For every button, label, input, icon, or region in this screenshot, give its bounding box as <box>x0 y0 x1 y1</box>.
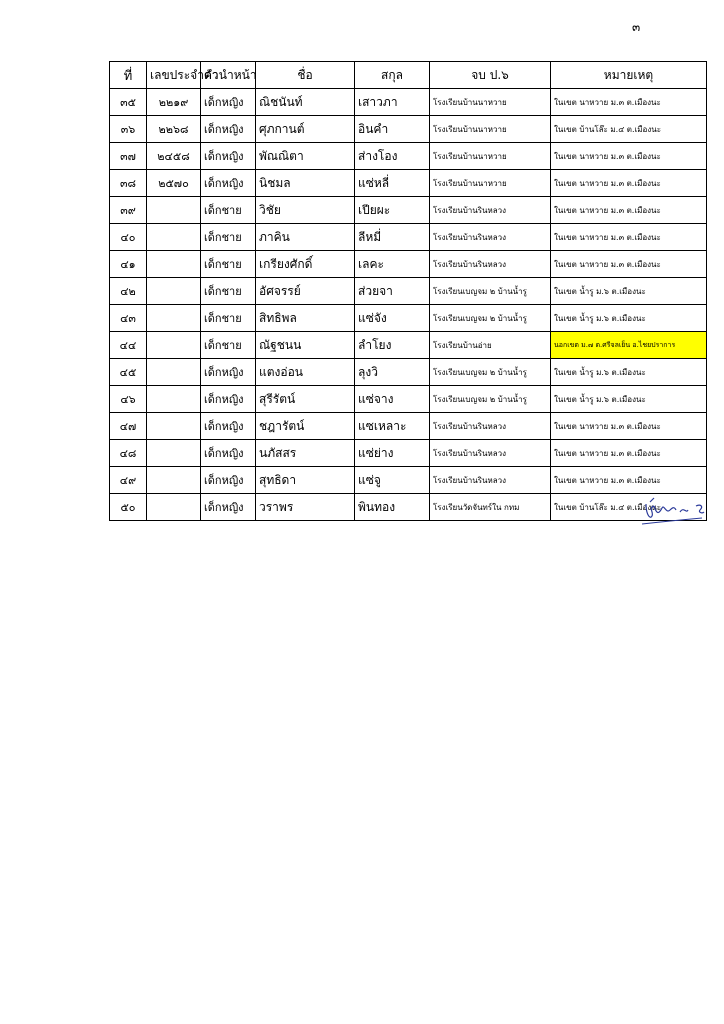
row-title: เด็กหญิง <box>201 89 256 116</box>
row-surname: เปียผะ <box>355 197 430 224</box>
table-row <box>110 359 707 386</box>
table-header-row <box>110 62 707 89</box>
row-surname: อินคำ <box>355 116 430 143</box>
row-surname: แซ่จู <box>355 467 430 494</box>
row-note: ในเขต นาหวาย ม.๓ ต.เมืองนะ <box>551 251 707 278</box>
row-school: โรงเรียนบ้านนาหวาย <box>430 89 551 116</box>
row-school: โรงเรียนบ้านนาหวาย <box>430 143 551 170</box>
row-surname: เลคะ <box>355 251 430 278</box>
header-surname: สกุล <box>355 62 430 89</box>
table-row <box>110 224 707 251</box>
row-name: สุทธิดา <box>256 467 355 494</box>
row-name: วราพร <box>256 494 355 521</box>
row-note: นอกเขต ม.๗ ต.ศรีจลเย็น อ.ไชยปราการ <box>551 332 707 359</box>
row-name: ศุภกานต์ <box>256 116 355 143</box>
row-no: ๔๗ <box>110 413 147 440</box>
row-note: ในเขต นาหวาย ม.๓ ต.เมืองนะ <box>551 467 707 494</box>
row-name: เกรียงศักดิ์ <box>256 251 355 278</box>
table-row <box>110 251 707 278</box>
row-title: เด็กหญิง <box>201 413 256 440</box>
row-no: ๔๒ <box>110 278 147 305</box>
row-id: ๒๕๗๐ <box>147 170 201 197</box>
row-note: ในเขต นาหวาย ม.๓ ต.เมืองนะ <box>551 197 707 224</box>
row-note: ในเขต บ้านโล๊ะ ม.๔ ต.เมืองนะ <box>551 116 707 143</box>
row-school: โรงเรียนเบญจม ๒ บ้านน้ำรู <box>430 386 551 413</box>
row-title: เด็กชาย <box>201 332 256 359</box>
row-title: เด็กชาย <box>201 251 256 278</box>
row-no: ๔๘ <box>110 440 147 467</box>
table-row <box>110 332 707 359</box>
table-row <box>110 278 707 305</box>
table-row <box>110 170 707 197</box>
row-no: ๔๔ <box>110 332 147 359</box>
row-id <box>147 332 201 359</box>
row-note: ในเขต นาหวาย ม.๓ ต.เมืองนะ <box>551 224 707 251</box>
row-no: ๔๓ <box>110 305 147 332</box>
row-title: เด็กชาย <box>201 224 256 251</box>
row-surname: แซ่จัง <box>355 305 430 332</box>
row-no: ๔๕ <box>110 359 147 386</box>
table-row <box>110 143 707 170</box>
row-note: ในเขต นาหวาย ม.๓ ต.เมืองนะ <box>551 89 707 116</box>
row-title: เด็กหญิง <box>201 359 256 386</box>
row-id <box>147 197 201 224</box>
row-no: ๔๑ <box>110 251 147 278</box>
row-title: เด็กหญิง <box>201 143 256 170</box>
row-id <box>147 251 201 278</box>
header-no: ที่ <box>110 62 147 89</box>
row-note: ในเขต น้ำรู ม.๖ ต.เมืองนะ <box>551 386 707 413</box>
table-row <box>110 305 707 332</box>
row-note: ในเขต บ้านโล๊ะ ม.๔ ต.เมืองนะ <box>551 494 707 521</box>
row-surname: แซ่หลี่ <box>355 170 430 197</box>
row-no: ๓๗ <box>110 143 147 170</box>
row-no: ๕๐ <box>110 494 147 521</box>
row-title: เด็กชาย <box>201 197 256 224</box>
row-name: พัณณิตา <box>256 143 355 170</box>
table-row <box>110 467 707 494</box>
row-note: ในเขต นาหวาย ม.๓ ต.เมืองนะ <box>551 143 707 170</box>
row-surname: แซ่จาง <box>355 386 430 413</box>
row-school: โรงเรียนบ้านนาหวาย <box>430 116 551 143</box>
student-table <box>109 61 707 521</box>
signature <box>640 494 710 530</box>
row-note: ในเขต นาหวาย ม.๓ ต.เมืองนะ <box>551 413 707 440</box>
row-surname: ลีหมี่ <box>355 224 430 251</box>
row-name: สุรีรัตน์ <box>256 386 355 413</box>
row-no: ๓๘ <box>110 170 147 197</box>
row-id <box>147 494 201 521</box>
row-school: โรงเรียนบ้านรินหลวง <box>430 224 551 251</box>
row-surname: ส่วยจา <box>355 278 430 305</box>
row-name: อัศจรรย์ <box>256 278 355 305</box>
row-school: โรงเรียนเบญจม ๒ บ้านน้ำรู <box>430 305 551 332</box>
row-no: ๔๙ <box>110 467 147 494</box>
row-id <box>147 224 201 251</box>
row-title: เด็กหญิง <box>201 170 256 197</box>
row-name: สิทธิพล <box>256 305 355 332</box>
row-school: โรงเรียนบ้านรินหลวง <box>430 413 551 440</box>
row-school: โรงเรียนบ้านอ่าย <box>430 332 551 359</box>
row-name: วิชัย <box>256 197 355 224</box>
row-no: ๓๖ <box>110 116 147 143</box>
header-note: หมายเหตุ <box>551 62 707 89</box>
row-title: เด็กชาย <box>201 278 256 305</box>
row-no: ๔๖ <box>110 386 147 413</box>
row-surname: เสาวภา <box>355 89 430 116</box>
row-id: ๒๔๕๘ <box>147 143 201 170</box>
row-title: เด็กหญิง <box>201 494 256 521</box>
row-title: เด็กหญิง <box>201 467 256 494</box>
row-name: ภาคิน <box>256 224 355 251</box>
row-note: ในเขต น้ำรู ม.๖ ต.เมืองนะ <box>551 305 707 332</box>
row-school: โรงเรียนวัดจันทร์ใน กทม <box>430 494 551 521</box>
row-no: ๓๕ <box>110 89 147 116</box>
row-id: ๒๒๑๙ <box>147 89 201 116</box>
row-surname: ลุงวิ <box>355 359 430 386</box>
table-row <box>110 494 707 521</box>
row-id: ๒๒๖๘ <box>147 116 201 143</box>
row-school: โรงเรียนบ้านรินหลวง <box>430 440 551 467</box>
row-surname: แซ่ย่าง <box>355 440 430 467</box>
table-row <box>110 197 707 224</box>
row-surname: แซเหลาะ <box>355 413 430 440</box>
row-id <box>147 359 201 386</box>
row-name: แตงอ่อน <box>256 359 355 386</box>
row-note: ในเขต น้ำรู ม.๖ ต.เมืองนะ <box>551 359 707 386</box>
table-row <box>110 89 707 116</box>
row-surname: ส่างโอง <box>355 143 430 170</box>
header-school: จบ ป.๖ <box>430 62 551 89</box>
header-title: คำนำหน้า <box>201 62 256 89</box>
row-surname: ลำโยง <box>355 332 430 359</box>
row-school: โรงเรียนเบญจม ๒ บ้านน้ำรู <box>430 278 551 305</box>
row-title: เด็กชาย <box>201 305 256 332</box>
row-no: ๓๙ <box>110 197 147 224</box>
row-id <box>147 440 201 467</box>
row-title: เด็กหญิง <box>201 440 256 467</box>
row-id <box>147 413 201 440</box>
table-row <box>110 413 707 440</box>
row-id <box>147 305 201 332</box>
row-note: ในเขต น้ำรู ม.๖ ต.เมืองนะ <box>551 278 707 305</box>
row-note: ในเขต นาหวาย ม.๓ ต.เมืองนะ <box>551 170 707 197</box>
row-note: ในเขต นาหวาย ม.๓ ต.เมืองนะ <box>551 440 707 467</box>
header-name: ชื่อ <box>256 62 355 89</box>
row-name: ณัฐชนน <box>256 332 355 359</box>
row-no: ๔๐ <box>110 224 147 251</box>
row-id <box>147 386 201 413</box>
row-id <box>147 278 201 305</box>
row-surname: พินทอง <box>355 494 430 521</box>
table-row <box>110 386 707 413</box>
table-row <box>110 116 707 143</box>
row-name: ชฎารัตน์ <box>256 413 355 440</box>
header-id: เลขประจำตัว <box>147 62 201 89</box>
row-name: นภัสสร <box>256 440 355 467</box>
row-title: เด็กหญิง <box>201 386 256 413</box>
row-title: เด็กหญิง <box>201 116 256 143</box>
row-school: โรงเรียนบ้านรินหลวง <box>430 467 551 494</box>
page-number: ๓ <box>632 20 641 34</box>
row-school: โรงเรียนบ้านรินหลวง <box>430 251 551 278</box>
row-name: ณิชนันท์ <box>256 89 355 116</box>
row-school: โรงเรียนเบญจม ๒ บ้านน้ำรู <box>430 359 551 386</box>
row-school: โรงเรียนบ้านนาหวาย <box>430 170 551 197</box>
row-id <box>147 467 201 494</box>
table-row <box>110 440 707 467</box>
row-name: นิชมล <box>256 170 355 197</box>
row-school: โรงเรียนบ้านรินหลวง <box>430 197 551 224</box>
